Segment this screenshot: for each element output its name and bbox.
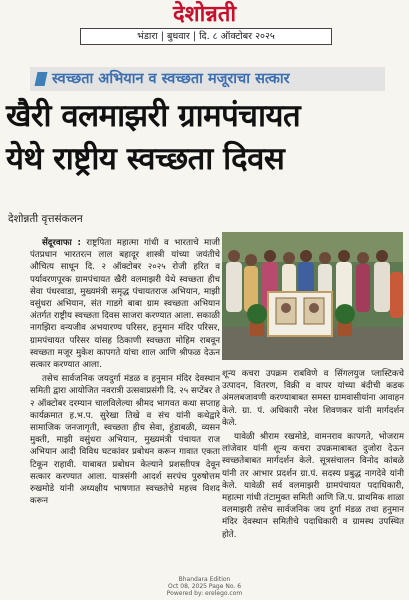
- article-dateline: सेंदूरवाफा :: [42, 238, 81, 248]
- article-paragraph-1: [30, 237, 220, 371]
- page-footer: [0, 576, 409, 597]
- footer-edition: Bhandara Edition: [178, 576, 231, 583]
- byline: देशोन्नती वृत्तसंकलन: [8, 213, 83, 225]
- kicker-bar: [30, 67, 385, 91]
- masthead: [0, 0, 409, 48]
- article-paragraph-3: शून्य कचरा उपक्रम राबविणे व सिंगलयुज प्लास्टिकचे उत्पादन, वितरण, विक्री व वापर यांच्या बंदीची कडक अंमलबजावणी करण्याबाबत समस्त ग्रामवासीयांना आवाहन केले. ग्रा. पं. अधिकारी नरेश शिवणकर यांनी मार्गदर्शन केले.: [222, 369, 404, 428]
- photo-illustration: [222, 232, 403, 360]
- headline-line-1: खैरी वलमाझरी ग्रामपंचायत: [6, 98, 301, 134]
- kicker-marker-icon: [35, 72, 48, 86]
- article-paragraph-2: तसेच सार्वजनिक जयदुर्गा मंडळ व हनुमान मंदिर देवस्थान समिती द्वारा आयोजित नवरात्री उत्सवाप्रसंगी दि. २५ सप्टेंबर ते २ ऑक्टोबर दरम्यान चालविलेल्या श्रीमद भागवत कथा सप्ताह कार्यक्रमात ह.भ.प. सुरेखा तिखे व संच यांनी कथेद्वारे सामाजिक जनजागृती, स्वच्छता हीच सेवा, हुंडाबळी, व्यसन मुक्ती, माझी वसुंधरा अभियान, मुख्यमंत्री पंचायत राज अभियान आदी विविध घटकांवर प्रबोधन करून गावात एकता टिकून राहावी. याबाबत प्रबोधन केल्याने प्रशस्तीपत्र देवून सत्कार करण्यात आला. यात्रसंगी आदर्श सरपंच पुरुषोत्तम रुखमोडे यांनी अध्यक्षीय भाषणात स्वच्छतेचे महत्त्व विशद करून: [30, 374, 220, 507]
- headline-line-2: येथे राष्ट्रीय स्वच्छता दिवस: [6, 141, 285, 177]
- kicker-text: स्वच्छता अभियान व स्वच्छता मजूराचा सत्कार: [52, 71, 290, 87]
- edition-dateline: भंडारा | बुधवार | दि. ८ ऑक्टोबर २०२५: [80, 28, 332, 45]
- article-paragraph-4: यावेळी श्रीराम रखमोडे, वामनराव कापगते, भोजराम लांजेवार यांनी शून्य कचरा उपक्रमाबाबत दुजोरा देऊन स्वच्छतेबाबत मार्गदर्शन केले. सूत्रसंचालन विनोद कांबळे यांनी तर आभार प्रदर्शन ग्रा.पं. सदस्य प्रबुद्ध नागदेवे यांनी केले. यावेळी सर्व वलमाझरी ग्रामपंचायत पदाधिकारी, महात्मा गांधी तंटामुक्त समिती आणि जि.प. प्राथमिक शाळा वलमाझरी तसेच सार्वजनिक जय दुर्गा मंडळ तथा हनुमान मंदिर देवस्थान समितीचे पदाधिकारी व ग्रामस्थ उपस्थित होते.: [222, 432, 404, 540]
- news-photo: [222, 232, 403, 360]
- footer-powered-by: Powered by: erelego.com: [166, 590, 243, 597]
- footer-page: Oct 08, 2025 Page No. 6: [167, 583, 242, 590]
- article-column-left: [30, 237, 220, 509]
- newspaper-logo: देशोन्नती: [172, 1, 237, 27]
- headline: [6, 94, 406, 180]
- article-paragraph-1-text: राष्ट्रपिता महात्मा गांधी व भारताचे माजी पंतप्रधान भारतरत्न लाल बहादूर शास्त्री यांच्या जयंतीचे औचित्य साधून दि. २ ऑक्टोबर २०२५ रोजी हरित व पर्यावरणपूरक ग्रामपंचायत खैरी वलमाझरी येथे स्वच्छता हीच सेवा पंधरवाडा, मुख्यमंत्री समृद्ध पंचायतराज अभियान, माझी वसुंधरा अभियान, संत गाडगे बाबा ग्राम स्वच्छता अभियान अंतर्गत राष्ट्रीय स्वच्छता दिवस साजरा करण्यात आला. सकाळी नागझिरा वन्यजीव अभयारण्य परिसर, हनुमान मंदिर परिसर, ग्रामपंचायत परिसर यांसह ठिकाणी स्वच्छता मोहिम राबवून स्वच्छता मजूर मुकेश कापगते यांचा शाल आणि श्रीफळ देऊन सत्कार करण्यात आला.: [30, 238, 221, 371]
- article-column-right: [222, 368, 404, 543]
